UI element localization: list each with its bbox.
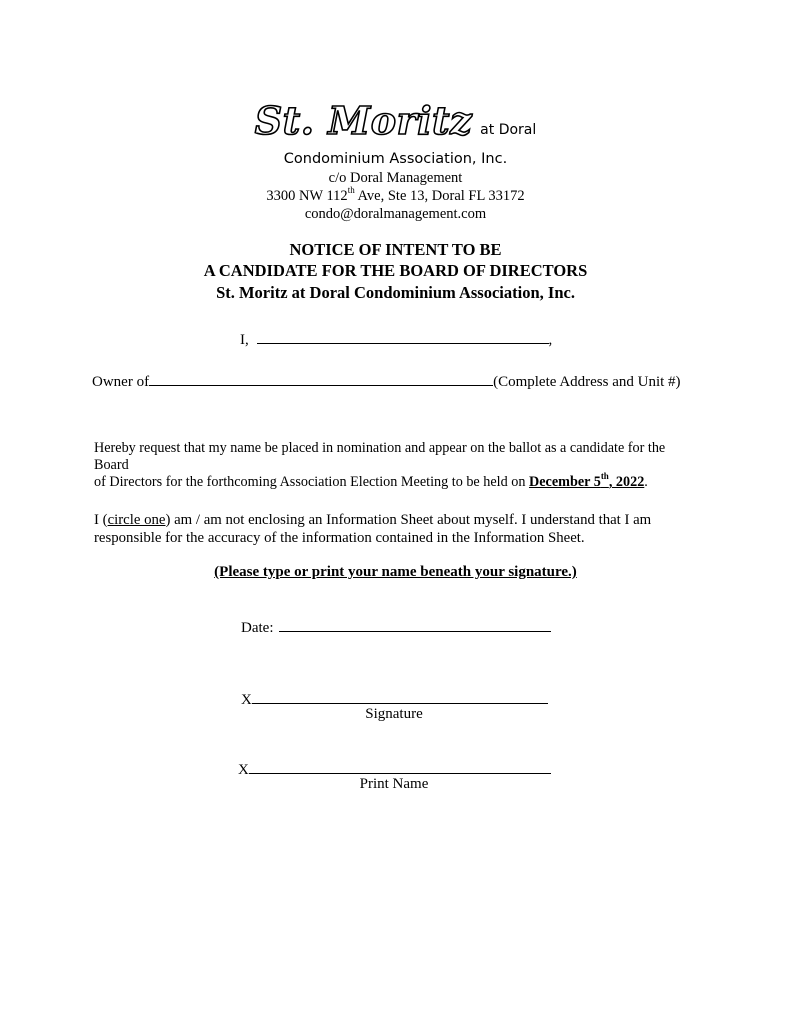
info-line1 — [94, 511, 698, 529]
election-date — [528, 471, 645, 490]
name-field[interactable] — [257, 328, 549, 344]
date-field[interactable] — [279, 616, 551, 632]
signature-x: X — [241, 692, 252, 708]
print-name-x: X — [238, 762, 249, 778]
print-name-field[interactable] — [249, 758, 551, 774]
request-period: . — [644, 474, 648, 490]
page-title-line3: St. Moritz at Doral Condominium Association, Inc. — [216, 283, 575, 302]
info-line1-text: ) am / am not enclosing an Information Sheet about myself. I understand that I am — [165, 512, 652, 528]
address-ordinal: th — [347, 185, 355, 196]
logo-name: St. Moritz — [254, 98, 473, 143]
owner-suffix: (Complete Address and Unit #) — [493, 374, 681, 390]
email: condo@doralmanagement.com — [304, 206, 487, 222]
address — [0, 185, 791, 205]
request-line1: Hereby request that my name be placed in nomination and appear on the ballot as a candidate for the Board — [94, 440, 666, 473]
date-label: Date: — [241, 620, 274, 636]
election-date-ordinal: th — [600, 471, 609, 482]
signature-caption: Signature — [365, 706, 423, 722]
signature-instruction: (Please type or print your name beneath your signature.) — [214, 564, 577, 580]
logo-suffix: at Doral — [480, 122, 537, 138]
name-line — [240, 328, 552, 349]
care-of: c/o Doral Management — [328, 170, 463, 186]
request-line2 — [94, 471, 698, 491]
owner-address-field[interactable] — [149, 370, 493, 386]
owner-line — [92, 370, 681, 391]
name-label: I, — [240, 332, 249, 348]
info-open: I ( — [94, 512, 108, 528]
address-number: 3300 NW 112 — [266, 188, 348, 204]
association-name: Condominium Association, Inc. — [283, 151, 508, 167]
circle-one: circle one — [107, 512, 166, 528]
owner-label: Owner of — [92, 374, 150, 390]
print-name-caption: Print Name — [359, 776, 429, 792]
page-title-line1: NOTICE OF INTENT TO BE — [289, 240, 502, 259]
election-date-day: December 5 — [528, 474, 601, 490]
logo — [0, 98, 791, 143]
page-title-line2: A CANDIDATE FOR THE BOARD OF DIRECTORS — [203, 261, 588, 280]
request-paragraph — [94, 440, 698, 491]
name-comma: , — [548, 332, 553, 348]
election-date-year: , 2022 — [608, 474, 645, 490]
date-line — [241, 616, 551, 637]
address-street: Ave, Ste 13, Doral FL 33172 — [354, 188, 525, 204]
info-paragraph — [94, 511, 698, 547]
signature-field[interactable] — [252, 688, 548, 704]
info-line2: responsible for the accuracy of the information contained in the Information Sheet. — [94, 530, 585, 546]
request-line2-text: of Directors for the forthcoming Association Election Meeting to be held on — [94, 474, 529, 490]
